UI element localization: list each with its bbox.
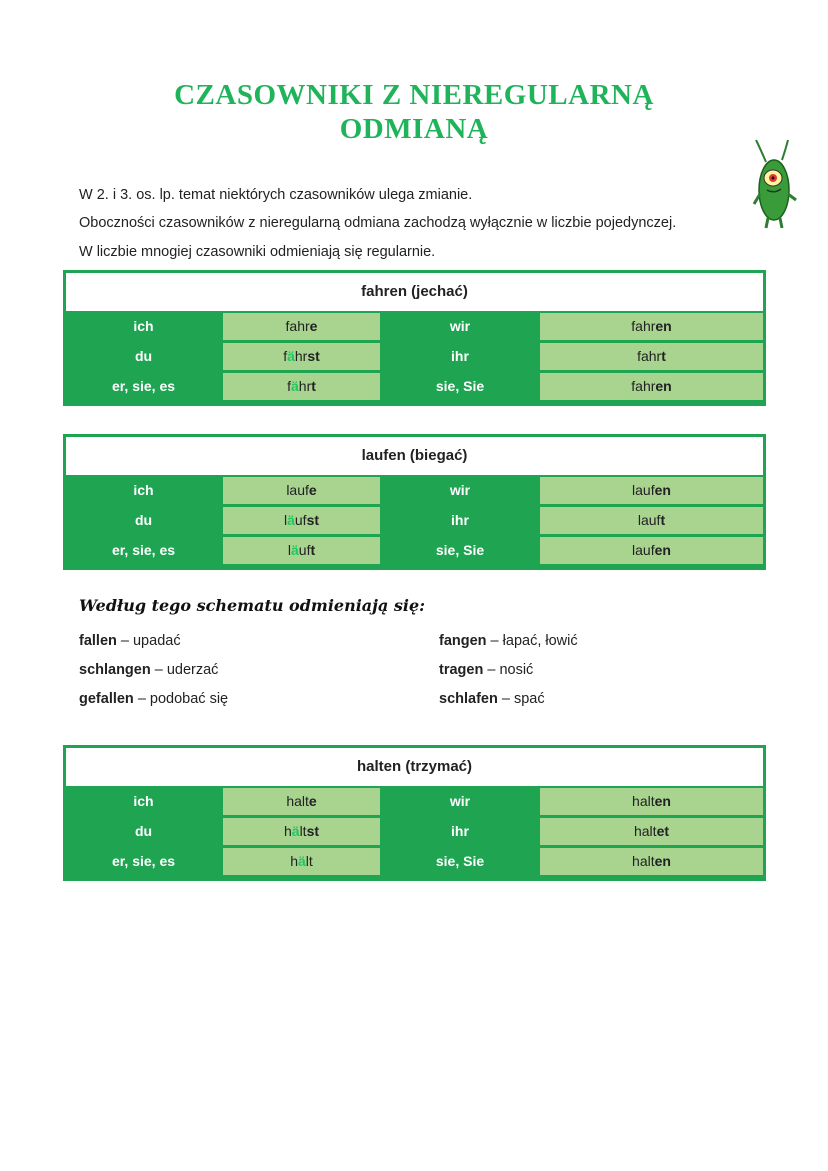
pronoun-cell: wir (382, 313, 538, 340)
verb-stem: uf (298, 542, 311, 558)
umlaut-letter: ä (298, 853, 306, 869)
plural-form-cell (540, 373, 763, 400)
verb-ending: t (311, 378, 316, 394)
singular-form-cell (223, 313, 380, 340)
verb-stem: hr (298, 378, 312, 394)
singular-form-cell (223, 537, 380, 564)
intro-line-3: W liczbie mnogiej czasowniki odmieniają się regularnie. (79, 244, 436, 260)
verb-stem: uf (294, 512, 307, 528)
table-heading: fahren (jechać) (66, 273, 763, 311)
pronoun-cell: ich (66, 788, 221, 815)
verb-ending: t (310, 542, 316, 558)
conjugation-table-laufen (63, 434, 766, 570)
verb-stem: h (283, 823, 292, 839)
pronoun-cell: er, sie, es (66, 848, 221, 875)
verb-ending: st (306, 823, 320, 839)
verb-stem: lauf (632, 482, 655, 498)
umlaut-letter: ä (287, 348, 295, 364)
verb-item: schlangen – uderzać (79, 662, 219, 678)
pronoun-cell: du (66, 818, 221, 845)
page-title-line2: ODMIANĄ (339, 113, 489, 145)
verb-stem: lauf (632, 542, 655, 558)
plural-form-cell (540, 343, 763, 370)
pronoun-cell: sie, Sie (382, 373, 538, 400)
plural-form-cell (540, 788, 763, 815)
conjugation-table-halten (63, 745, 766, 881)
verb-item: fallen – upadać (79, 633, 181, 649)
pronoun-cell: ihr (382, 507, 538, 534)
pronoun-cell: ich (66, 313, 221, 340)
pronoun-cell: sie, Sie (382, 848, 538, 875)
umlaut-letter: ä (291, 823, 300, 839)
verb-item: gefallen – podobać się (79, 691, 229, 707)
umlaut-letter: ä (287, 512, 295, 528)
page-title (0, 78, 828, 146)
verb-item: schlafen – spać (439, 691, 545, 707)
pronoun-cell: er, sie, es (66, 537, 221, 564)
plural-form-cell (540, 313, 763, 340)
verb-stem: hr (294, 348, 308, 364)
page-title-line1: CZASOWNIKI Z NIEREGULARNĄ (174, 79, 654, 111)
pronoun-cell: ihr (382, 343, 538, 370)
verb-stem: l (283, 512, 288, 528)
singular-form-cell (223, 818, 380, 845)
verb-stem: halt (632, 793, 655, 809)
verb-stem: lauf (286, 482, 309, 498)
plural-form-cell (540, 848, 763, 875)
verb-stem: lauf (637, 512, 661, 528)
verb-ending: en (654, 542, 671, 558)
verb-stem: l (287, 542, 291, 558)
verb-stem: f (287, 378, 291, 394)
verb-ending: en (655, 318, 672, 334)
verb-stem: fahr (631, 378, 656, 394)
verb-ending: e (308, 482, 317, 498)
verb-stem: fahr (285, 318, 310, 334)
verb-ending: et (656, 823, 670, 839)
conjugation-table-fahren (63, 270, 766, 406)
umlaut-letter: ä (290, 378, 299, 394)
plankton-character-icon (752, 138, 800, 230)
pronoun-cell: sie, Sie (382, 537, 538, 564)
singular-form-cell (223, 788, 380, 815)
pronoun-cell: du (66, 507, 221, 534)
singular-form-cell (223, 343, 380, 370)
singular-form-cell (223, 477, 380, 504)
pronoun-cell: ich (66, 477, 221, 504)
verb-stem: fahr (637, 348, 662, 364)
pronoun-cell: ihr (382, 818, 538, 845)
singular-form-cell (223, 848, 380, 875)
pronoun-cell: wir (382, 788, 538, 815)
verb-ending: en (655, 378, 672, 394)
schema-heading: Według tego schematu odmieniają się: (79, 596, 426, 615)
verb-stem: f (283, 348, 288, 364)
verb-stem: fahr (631, 318, 656, 334)
verb-ending: st (307, 348, 320, 364)
verb-ending: en (654, 853, 671, 869)
intro-line-1: W 2. i 3. os. lp. temat niektórych czasowników ulega zmianie. (79, 187, 473, 203)
verb-stem: halt (286, 793, 309, 809)
verb-stem: lt (305, 853, 313, 869)
pronoun-cell: du (66, 343, 221, 370)
plural-form-cell (540, 507, 763, 534)
verb-ending: en (654, 793, 671, 809)
pronoun-cell: wir (382, 477, 538, 504)
verb-ending: e (308, 793, 317, 809)
umlaut-letter: ä (290, 542, 299, 558)
verb-stem: lt (299, 823, 307, 839)
verb-stem: h (290, 853, 298, 869)
pronoun-cell: er, sie, es (66, 373, 221, 400)
intro-line-2: Oboczności czasowników z nieregularną odmiana zachodzą wyłącznie w liczbie pojedynczej. (79, 215, 677, 231)
verb-ending: st (306, 512, 320, 528)
plural-form-cell (540, 477, 763, 504)
verb-ending: t (660, 512, 666, 528)
verb-ending: t (661, 348, 666, 364)
verb-item: fangen – łapać, łowić (439, 633, 578, 649)
verb-stem: halt (633, 823, 657, 839)
verb-ending: en (654, 482, 671, 498)
singular-form-cell (223, 507, 380, 534)
table-heading: halten (trzymać) (66, 748, 763, 786)
singular-form-cell (223, 373, 380, 400)
table-heading: laufen (biegać) (66, 437, 763, 475)
verb-item: tragen – nosić (439, 662, 534, 678)
plural-form-cell (540, 818, 763, 845)
verb-ending: e (309, 318, 318, 334)
verb-stem: halt (632, 853, 655, 869)
plural-form-cell (540, 537, 763, 564)
